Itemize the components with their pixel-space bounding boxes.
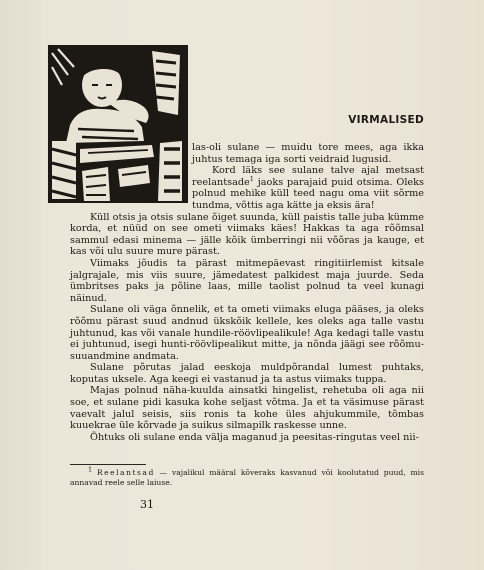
paragraph-4: Viimaks jõudis ta pärast mitmepäevast ringitiirlemist kitsale jalgrajale, mis viis suure, jämedatest palkidest maja juurde. Seda ümbritses paks ja põline laas, mille taolist polnud ta veel kunagi näinud.	[70, 257, 424, 304]
footnote	[70, 465, 424, 488]
paragraph-8: Öhtuks oli sulane enda välja maganud ja peesitas-ringutas veel nii-	[90, 431, 419, 443]
paragraph-1: las-oli sulane — muidu tore mees, aga ikka juhtus temaga iga sorti veidraid lugusid.	[192, 142, 424, 165]
footnote-mark: 1	[88, 465, 93, 474]
footnote-reference-mark: 1	[249, 174, 254, 183]
paragraph-2-text-a: Kord läks see sulane talve ajal metsast reelantsade	[192, 165, 424, 188]
paragraph-7: Majas polnud näha-kuulda ainsatki hingelist, rehetuba oli aga nii soe, et sulane pidi kasuka kohe seljast võtma. Ja et ta väsimuse pärast vaevalt jalul seisis, siis ronis ta kohe üles ahjukummile, tõmbas kuuekrae üle kõrvade ja suikus silmapilk raskesse unne.	[70, 385, 424, 432]
footnote-divider	[70, 464, 146, 465]
paragraph-2-text-b: jaoks parajaid puid otsima. Oleks polnud mehike küll teed nagu oma viit sõrme tundma, võttis aga kätte ja eksis ära!	[192, 176, 424, 211]
paragraph-6: Sulane põrutas jalad eeskoja muldpõrandal lumest puhtaks, koputas uksele. Aga keegi ei vastanud ja ta astus viimaks tuppa.	[70, 362, 424, 385]
paragraph-2	[192, 165, 424, 211]
story-body	[70, 142, 424, 443]
page-number: 31	[140, 498, 154, 511]
footnote-term: Reelantsad	[96, 468, 155, 477]
footnote-text: — vajalikul määral kõveraks kasvanud või koolutatud puud, mis annavad reele selle laiuse.	[70, 468, 424, 487]
paragraph-5: Sulane oli väga õnnelik, et ta ometi viimaks eluga pääses, ja oleks rõõmu pärast suud andnud ükskõik kellele, kes oleks aga talle vastu juhtunud, kas või vanale hundile-röövlipealikule! Aga kedagi talle vastu ei juhtunud, isegi hunti-röövlipealikut mitte, ja nõnda jäägi see rõõmu-suuandmine andmata.	[70, 304, 424, 362]
paragraph-3: Küll otsis ja otsis sulane õiget suunda, küll paistis talle juba kümme korda, et nüüd on see ometi viimaks käes! Hakkas ta aga rõõmsal sammul edasi minema — jälle kõik ümberringi nii võõras ja kauge, et kas või ulu suure mure pärast.	[70, 211, 424, 258]
section-title: VIRMALISED	[348, 114, 424, 126]
